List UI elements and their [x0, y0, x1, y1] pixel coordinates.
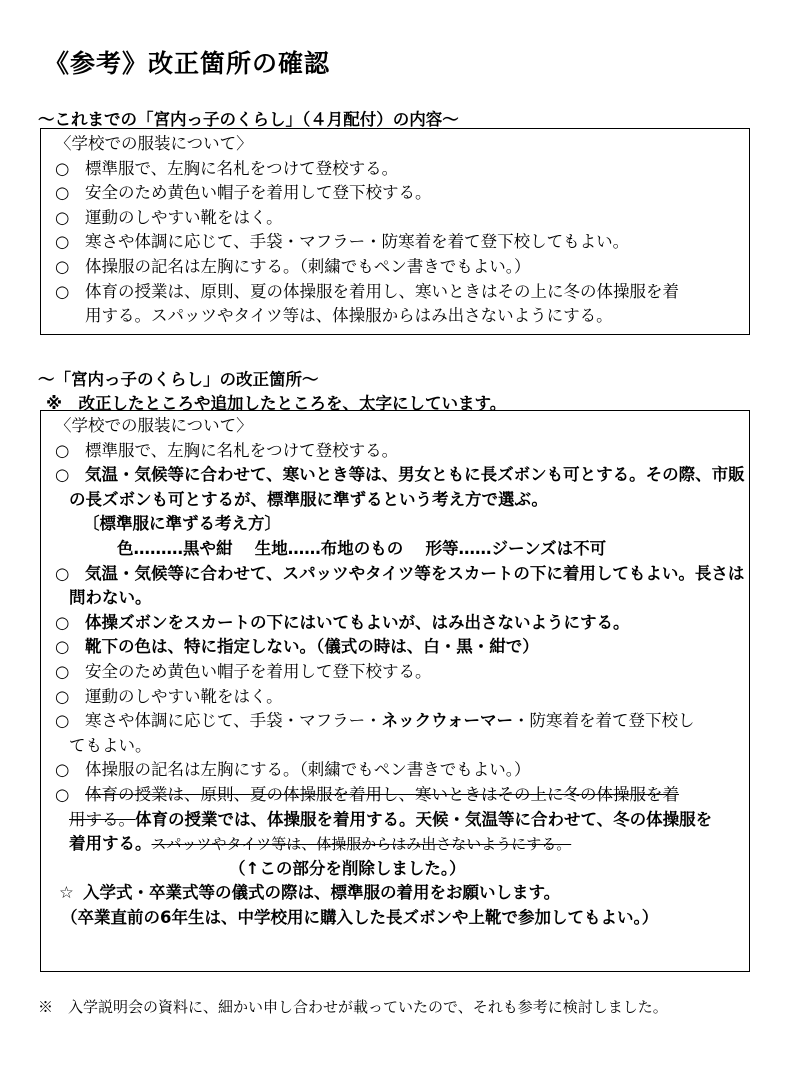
list-item-continuation: てもよい。 — [69, 735, 152, 755]
list-item-continuation: 用する。スパッツやタイツ等は、体操服からはみ出さないようにする。 — [85, 306, 613, 326]
list-item-bold: ○ 気温・気候等に合わせて、スパッツやタイツ等をスカートの下に着用してもよい。長さは — [55, 563, 745, 583]
revised-content-box — [40, 410, 750, 972]
bold-note: ※ 改正したところや追加したところを、太字にしています。 — [46, 394, 507, 413]
list-item-bold: ○ 体操ズボンをスカートの下にはいてもよいが、はみ出さないようにする。 — [55, 612, 630, 632]
list-item: ○ 体操服の記名は左胸にする。（刺繍でもペン書きでもよい。） — [55, 256, 531, 276]
list-item: ○ 安全のため黄色い帽子を着用して登下校する。 — [55, 661, 432, 681]
added-text: 体育の授業では、体操服を着用する。天候・気温等に合わせて、冬の体操服を — [135, 809, 713, 829]
list-item: ○ 安全のため黄色い帽子を着用して登下校する。 — [55, 183, 432, 203]
list-item: ○ 体操服の記名は左胸にする。（刺繍でもペン書きでもよい。） — [55, 760, 531, 780]
deleted-note: （↑この部分を削除しました。） — [229, 858, 466, 878]
list-item-bold: ○ 靴下の色は、特に指定しない。（儀式の時は、白・黒・紺で） — [55, 637, 539, 657]
list-item: ○ 運動のしやすい靴をはく。 — [55, 207, 283, 227]
list-item: ○ 運動のしやすい靴をはく。 — [55, 686, 283, 706]
list-item: ○ 標準服で、左胸に名札をつけて登校する。 — [55, 440, 399, 460]
previous-content-box — [40, 128, 750, 335]
box-title: 〈学校での服装について〉 — [55, 134, 253, 153]
deleted-text: 用する。 — [69, 809, 135, 829]
footnote: ※ 入学説明会の資料に、細かい申し合わせが載っていたので、それも参考に検討しました。 — [38, 998, 668, 1016]
list-item-continuation: の長ズボンも可とするが、標準服に準ずるという考え方で選ぶ。 — [69, 489, 548, 509]
list-item-bold: ○ 気温・気候等に合わせて、寒いとき等は、男女ともに長ズボンも可とする。その際、市販 — [55, 465, 745, 485]
section2-heading: ～「宮内っ子のくらし」の改正箇所～ — [38, 370, 319, 389]
list-item: ○ 寒さや体調に応じて、手袋・マフラー・ネックウォーマー・防寒着を着て登下校し — [55, 711, 695, 731]
list-item-continuation: 問わない。 — [69, 588, 152, 608]
list-item-continuation — [55, 832, 743, 857]
list-item-struck: ○ 体育の授業は、原則、夏の体操服を着用し、寒いときはその上に冬の体操服を着 — [55, 784, 679, 804]
list-item: ○ 標準服で、左胸に名札をつけて登校する。 — [55, 158, 399, 178]
list-item-continuation — [55, 808, 743, 833]
deleted-text: スパッツやタイツ等は、体操服からはみ出さないようにする。 — [151, 835, 572, 854]
added-text: ネックウォーマー — [381, 711, 514, 731]
section1-heading: ～これまでの「宮内っ子のくらし」（４月配付）の内容～ — [38, 110, 459, 129]
list-item: ○ 寒さや体調に応じて、手袋・マフラー・防寒着を着て登下校してもよい。 — [55, 232, 630, 252]
criteria-detail: 色………黒や紺 生地……布地のもの 形等……ジーンズは不可 — [117, 538, 607, 558]
criteria-heading: 〔標準服に準ずる考え方〕 — [83, 514, 281, 534]
box-title: 〈学校での服装について〉 — [55, 416, 253, 435]
ceremony-note: （卒業直前の6年生は、中学校用に購入した長ズボンや上靴で参加してもよい。） — [61, 907, 659, 927]
ceremony-item: ☆ 入学式・卒業式等の儀式の際は、標準服の着用をお願いします。 — [55, 881, 743, 906]
star-icon: ☆ — [59, 883, 74, 903]
list-item: ○ 体育の授業は、原則、夏の体操服を着用し、寒いときはその上に冬の体操服を着 — [55, 281, 679, 301]
added-text: 着用する。 — [69, 834, 152, 854]
page-title: 《参考》改正箇所の確認 — [44, 49, 331, 78]
deleted-text: 体育の授業は、原則、夏の体操服を着用し、寒いときはその上に冬の体操服を着 — [85, 784, 679, 804]
